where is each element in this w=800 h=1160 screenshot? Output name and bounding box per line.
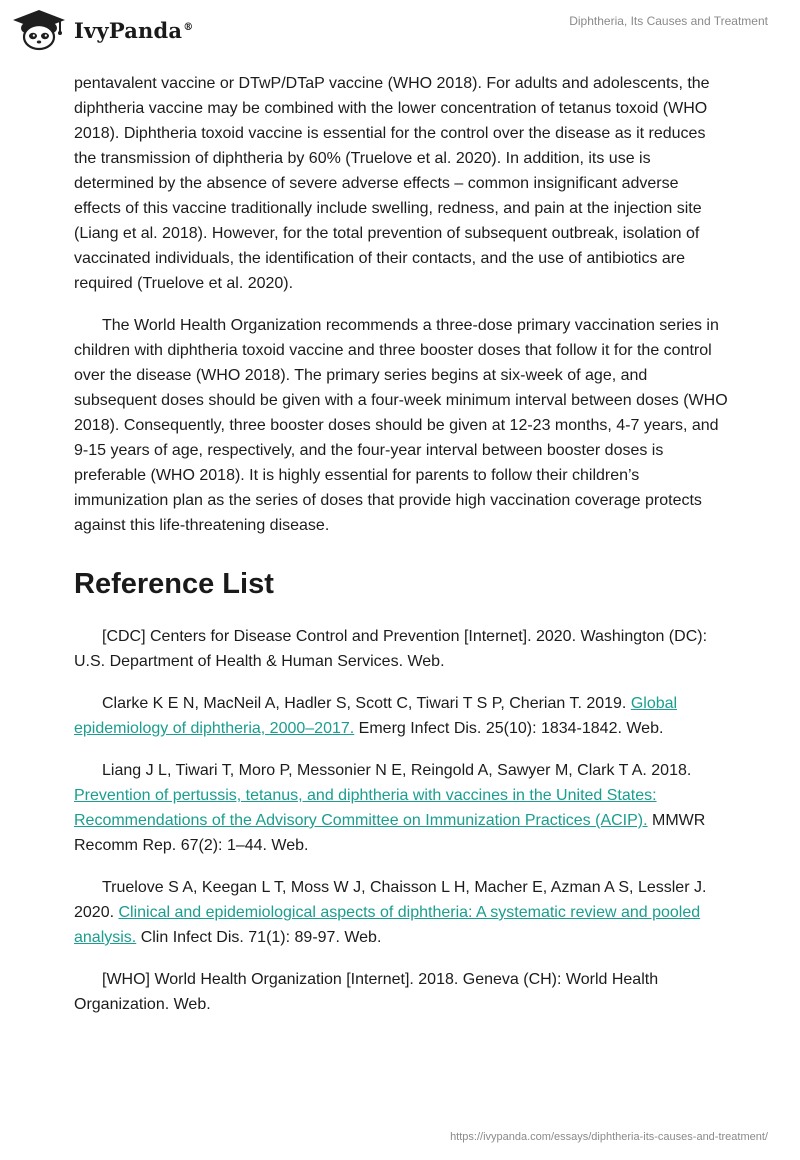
body-paragraph: pentavalent vaccine or DTwP/DTaP vaccine (WHO 2018). For adults and adolescents, the diphtheria vaccine may be combined with the lower concentration of tetanus toxoid (WHO 2018). Diphtheria toxoid vaccine is essential for the control over the disease as it reduces the transmission of diphtheria by 60% (Truelove et al. 2020). In addition, its use is determined by the absence of severe adverse effects – common insignificant adverse effects of this vaccine traditionally include swelling, redness, and pain at the injection site (Liang et al. 2018). However, for the total prevention of subsequent outbreak, isolation of vaccinated individuals, the identification of their contacts, and the use of antibiotics are required (Truelove et al. 2020). <box>74 75 710 292</box>
brand-logo[interactable] <box>10 8 193 52</box>
reference-item: Clarke K E N, MacNeil A, Hadler S, Scott C, Tiwari T S P, Cherian T. 2019. Global epidemiology of diphtheria, 2000–2017. Emerg Infect Dis. 25(10): 1834-1842. Web. <box>74 695 678 737</box>
document-title: Diphtheria, Its Causes and Treatment <box>569 14 768 28</box>
reference-link[interactable]: Global epidemiology of diphtheria, 2000–2017. <box>74 695 678 737</box>
reference-item: Liang J L, Tiwari T, Moro P, Messonier N E, Reingold A, Sawyer M, Clark T A. 2018. Prevention of pertussis, tetanus, and diphtheria with vaccines in the United States: Recommendations of the Advisory Committee on Immunization Practices (ACIP). MMWR Recomm Rep. 67(2): 1–44. Web. <box>74 762 706 854</box>
reference-link[interactable]: Prevention of pertussis, tetanus, and diphtheria with vaccines in the United States: Recommendations of the Advisory Committee on Immunization Practices (ACIP). <box>74 787 657 829</box>
reference-list <box>74 624 728 1017</box>
brand-name: IvyPanda® <box>74 17 194 43</box>
body-paragraph: The World Health Organization recommends a three-dose primary vaccination series in children with diphtheria toxoid vaccine and three booster doses that follow it for the control over the disease (WHO 2018). The primary series begins at six-week of age, and subsequent doses should be given with a four-week minimum interval between doses (WHO 2018). Consequently, three booster doses should be given at 12-23 months, 4-7 years, and 9-15 years of age, respectively, and the four-year interval between booster doses is preferable (WHO 2018). It is highly essential for parents to follow their children’s immunization plan as the series of doses that provide high vaccination coverage protects against this life-threatening disease. <box>74 317 728 534</box>
page-header <box>0 0 800 60</box>
reference-item: Truelove S A, Keegan L T, Moss W J, Chaisson L H, Macher E, Azman A S, Lessler J. 2020. Clinical and epidemiological aspects of diphtheria: A systematic review and pooled analysis. Clin Infect Dis. 71(1): 89-97. Web. <box>74 879 707 946</box>
article-content <box>74 71 728 1034</box>
reference-item: [WHO] World Health Organization [Internet]. 2018. Geneva (CH): World Health Organization. Web. <box>74 971 659 1013</box>
reference-item: [CDC] Centers for Disease Control and Prevention [Internet]. 2020. Washington (DC): U.S. Department of Health & Human Services. Web. <box>74 628 708 670</box>
reference-list-heading: Reference List <box>74 568 274 600</box>
footer-url[interactable]: https://ivypanda.com/essays/diphtheria-its-causes-and-treatment/ <box>450 1131 768 1143</box>
reference-link[interactable]: Clinical and epidemiological aspects of diphtheria: A systematic review and pooled analysis. <box>74 904 701 946</box>
panda-graduate-icon <box>10 8 68 52</box>
